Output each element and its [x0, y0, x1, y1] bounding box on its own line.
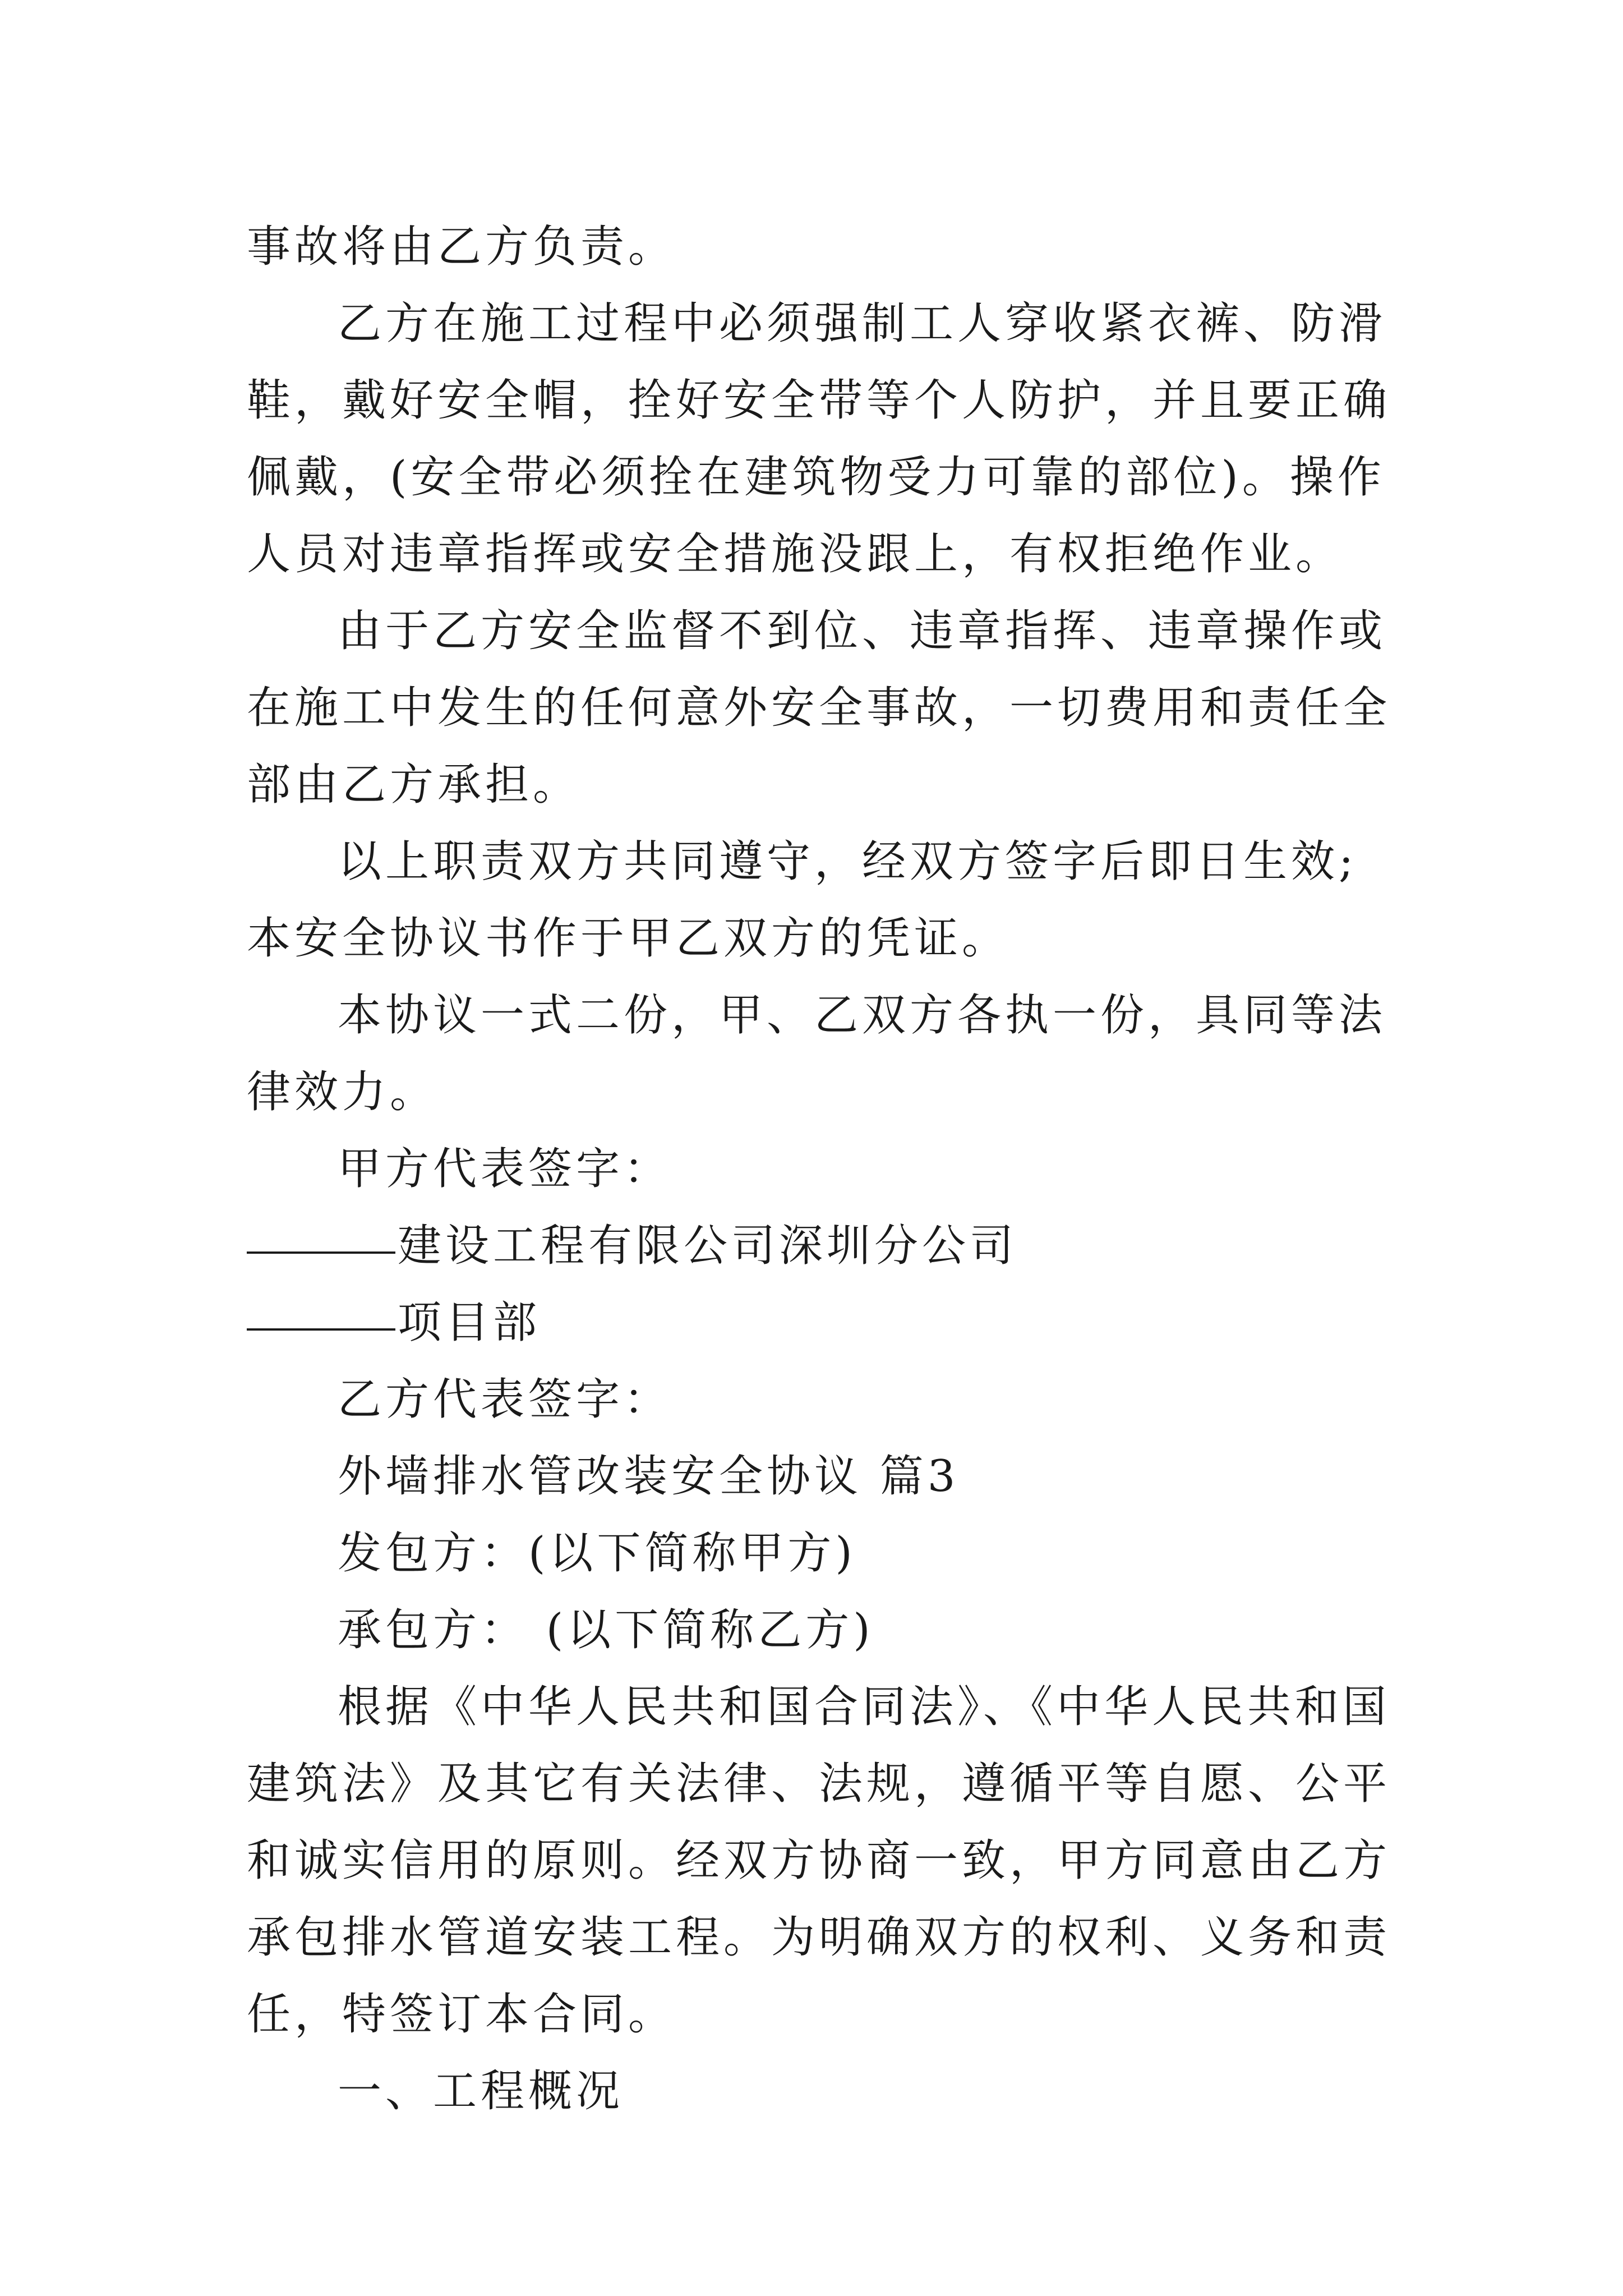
party-a-project-line — [247, 1285, 1396, 1361]
blank-line — [247, 1251, 395, 1254]
party-b-signature-label: 乙方代表签字： — [338, 1374, 672, 1425]
project-dept: 项目部 — [398, 1297, 541, 1348]
party-a-company-line — [247, 1208, 1396, 1285]
document-body — [247, 209, 1396, 2130]
section-title: 外墙排水管改装安全协议 篇3 — [338, 1451, 960, 1502]
paragraph-effectiveness: 以上职责双方共同遵守，经双方签字后即日生效;本安全协议书作于甲乙双方的凭证。 — [247, 836, 1358, 964]
blank-line — [247, 1328, 395, 1331]
paragraph-liability: 由于乙方安全监督不到位、违章指挥、违章操作或在施工中发生的任何意外安全事故，一切费用和责任全部由乙方承担。 — [247, 606, 1391, 810]
paragraph-protection: 乙方在施工过程中必须强制工人穿收紧衣裤、防滑鞋，戴好安全帽，拴好安全带等个人防护，并且要正确佩戴，(安全带必须拴在建筑物受力可靠的部位)。操作人员对违章指挥或安全措施没跟上，有权拒绝作业。 — [247, 298, 1391, 579]
contractor-line: 承包方： (以下简称乙方) — [338, 1605, 874, 1655]
heading-project-overview: 一、工程概况 — [338, 2066, 624, 2116]
paragraph-basis: 根据《中华人民共和国合同法》、《中华人民共和国建筑法》及其它有关法律、法规，遵循平等自愿、公平和诚实信用的原则。经双方协商一致，甲方同意由乙方承包排水管道安装工程。为明确双方的权利、义务和责任，特签订本合同。 — [247, 1682, 1391, 2040]
paragraph-continuation: 事故将由乙方负责。 — [247, 222, 676, 272]
employer-line: 发包方：(以下简称甲方) — [338, 1528, 856, 1579]
paragraph-copies: 本协议一式二份，甲、乙双方各执一份，具同等法律效力。 — [247, 990, 1387, 1117]
party-a-signature-label: 甲方代表签字： — [338, 1144, 672, 1194]
company-name: 建设工程有限公司深圳分公司 — [398, 1221, 1018, 1271]
